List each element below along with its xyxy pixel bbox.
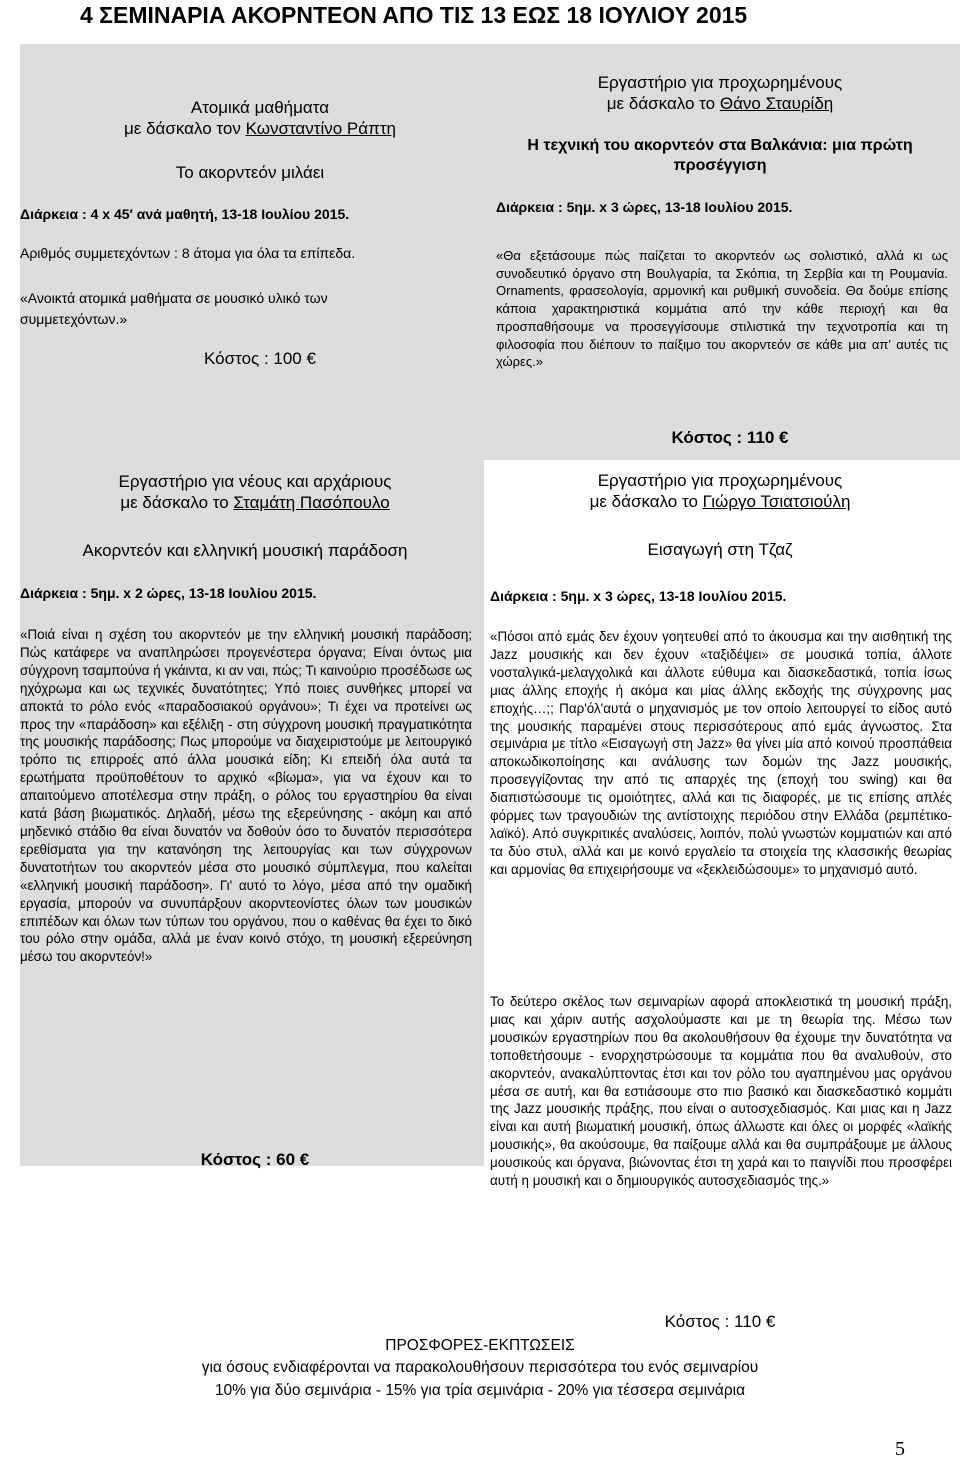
seminar4-cost: Κόστος : 110 € [664,1312,776,1331]
seminar3-description: «Ποιά είναι η σχέση του ακορντεόν με την ελληνική μουσική παράδοση; Πώς κατάφερε να αναπληρώσει προγενέστερα όργανα; Είναι όντως μια σύγχρονη τσαμπούνα ή γκάιντα, κι αν ναι, πώς; Τι καινούριο προσέδωσε ως ηχόχρωμα και ως τεχνικές δυνατότητες; Υπό ποιες συνθήκες μπορεί να αποκτά το ρόλο ενός «παραδοσιακού οργάνου»; Τι έχει να προτείνει ως προς την «παράδοση» και εξέλιξη - στη σύγχρονη μουσική πραγματικότητα της μουσικής παράδοσης; Πως μπορούμε να διαχειριστούμε με λειτουργικό τρόπο τις επιρροές από άλλα μουσικά είδη; Κι επειδή όλα αυτά τα ερωτήματα προϋποθέτουν το αρχικό «βίωμα», για να έχουν και το απαιτούμενο αποτέλεσμα στην πράξη, ο ρόλος του εργαστηρίου θα είναι κατά βάση βιωματικός. Δηλαδή, μέσω της εξερεύνησης - ακόμη και από μηδενικό στάδιο θα είναι δυνατόν να δοθούν όσο το δυνατόν περισσότερα ερεθίσματα για την κατανόηση της λειτουργίας και των σύγχρονων δυνατοτήτων του ακορντεόν μέσα στο μουσικό σύμπλεγμα, που καλείται «ελληνική μουσική παράδοση». Γι' αυτό το λόγο, μέσα από την ομαδική εργασία, μπορούν να συνυπάρξουν ακορντεονίστες όλων των μουσικών επιπέδων και όλων των τύπων του οργάνου, που ο καθένας θα έχει το δικό του ρόλο στην ομάδα, αλλά με έναν κοινό στόχο, τη μουσική εξερεύνηση μέσω του ακορντεόν!» [20,627,472,965]
seminar1-heading-line1: Ατομικά μαθήματα [190,98,330,117]
seminar3-heading-prefix: με δάσκαλο το [120,493,234,512]
seminar1-heading-prefix: με δάσκαλο τον [123,119,246,138]
seminar4-heading [500,470,940,512]
seminar2-cost: Κόστος : 110 € [671,428,789,447]
seminar3-duration [20,585,480,601]
page-title: 4 ΣΕΜΙΝΑΡΙΑ ΑΚΟΡΝΤΕΟΝ ΑΠΟ ΤΙΣ 13 ΕΩΣ 18 ΙΟΥΛΙΟΥ 2015 [80,2,748,28]
seminar1-description: «Ανοικτά ατομικά μαθήματα σε μουσικό υλικό των συμμετεχόντων.» [20,290,328,327]
seminar2-description: «Θα εξετάσουμε πώς παίζεται το ακορντεόν ως σολιστικό, αλλά κι ως συνοδευτικό όργανο στη Βουλγαρία, τα Σκόπια, τη Σερβία και τη Ρουμανία. Ornaments, φρασεολογία, αρμονική και ρυθμική συνοδεία. Θα δούμε επίσης κάποια χαρακτηριστικά κομμάτια από την κάθε περιοχή και θα προσπαθήσουμε να προσεγγίσουμε στιλιστικά την τεχνοτροπία και τη φιλοσοφία που διέπουν το παίξιμο του ακορντεόν σε κάθε μια απ’ αυτές τις χώρες.» [496,248,948,370]
seminar4-subtitle: Εισαγωγή στη Τζαζ [647,540,793,559]
seminar4-description-part2: Το δεύτερο σκέλος των σεμιναρίων αφορά αποκλειστικά τη μουσική πράξη, μιας και χάριν αυτής ασχολούμαστε και με τη θεωρία της. Μέσω των μουσικών εργαστηρίων που θα ακολουθήσουν θα έχουμε την δυνατότητα να τοποθετήσουμε - ενορχηστρώσουμε τα κομμάτια που θα αναλυθούν, στο ακορντεόν, ανακαλύπτοντας έτσι και τον ρόλο του αγαπημένου μας οργάνου μέσα σε αυτή, και θα εστιάσουμε στο πιο βασικό και διασκεδαστικό κομμάτι της Jazz μουσικής πράξης, που είναι ο αυτοσχεδιασμός. Και μιας και η Jazz είναι και αυτή βιωματική μουσική, όπως άλλωστε και όλες οι μορφές «λαϊκής μουσικής», θα ακούσουμε, θα παίξουμε αλλά και θα συμπράξουμε με άλλους μουσικούς και όργανα, βιώνοντας έτσι τη χαρά και το παιγνίδι που προσφέρει αυτή η μουσική και ο δημιουργικός αυτοσχεδιασμός της.» [490,994,952,1189]
offers-line1: για όσους ενδιαφέρονται να παρακολουθήσουν περισσότερα του ενός σεμιναρίου [201,1359,759,1376]
offers-line2: 10% για δύο σεμινάρια - 15% για τρία σεμινάρια - 20% για τέσσερα σεμινάρια [214,1382,746,1399]
page-number: 5 [895,1438,905,1460]
seminar3-cost: Κόστος : 60 € [200,1150,310,1169]
seminar1-duration: Διάρκεια : 4 x 45′ ανά μαθητή, 13-18 Ιουλίου 2015. [20,206,350,222]
seminar2-heading-line1: Εργαστήριο για προχωρημένους [597,73,843,92]
seminar3-teacher: Σταμάτη Πασόπουλο [233,493,390,512]
seminar2-duration [496,199,936,215]
seminar4-heading-line1: Εργαστήριο για προχωρημένους [597,471,843,490]
seminar2-heading-prefix: με δάσκαλο το [606,94,720,113]
seminar2-duration-text: Διάρκεια : 5ημ. x 3 ώρες, 13-18 Ιουλίου 2015. [496,199,793,215]
seminar1-cost: Κόστος : 100 € [204,349,316,368]
offers-heading: ΠΡΟΣΦΟΡΕΣ-ΕΚΠΤΩΣΕΙΣ [385,1337,575,1354]
seminar4-description: «Πόσοι από εμάς δεν έχουν γοητευθεί από το άκουσμα και την αισθητική της Jazz μουσικής και δεν έχουν «ταξιδέψει» σε μουσικά τοπία, άλλοτε νοσταλγικά-μελαγχολικά και άλλοτε εύθυμα και διασκεδαστικά, τοπία ίσως μιας άλλης εποχής ή ακόμα και μίας άλλης εκδοχής της σύγχρονης μας εποχής…;; Παρ'όλ'αυτά ο μηχανισμός με τον οποίο λειτουργεί το είδος αυτό της μουσικής παραμένει στους περισσότερους από εμάς άγνωστος. Στα σεμινάρια με τίτλο «Εισαγωγή στη Jazz» θα γίνει μία από κοινού προσπάθεια αποκωδικοποίησης και ανάλυσης των δομών της Jazz μουσικής, προσεγγίζοντας την από τις απαρχές της (εποχή του swing) και θα διαπιστώσουμε τις ομοιότητες, αλλά και τις διαφορές, με τις επίσης απλές φόρμες των τραγουδιών της αντίστοιχης περιόδου στην Ελλάδα (ρεμπέτικο-λαϊκό). Από συγκριτικές αναλύσεις, λοιπόν, πολύ γνωστών κομματιών και από τα δύο στυλ, αλλά και με κοινό εργαλείο τα στοιχεία της κλασσικής θεωρίας και αρμονίας θα επιχειρήσουμε να «ξεκλειδώσουμε» το μηχανισμό αυτό. [490,629,952,877]
seminar3-heading [40,471,470,513]
seminar4-heading-prefix: με δάσκαλο το [589,492,703,511]
seminar1-subtitle: Το ακορντεόν μιλάει [175,163,325,182]
seminar4-duration: Διάρκεια : 5ημ. x 3 ώρες, 13-18 Ιουλίου 2015. [490,588,787,604]
seminar2-subtitle: Η τεχνική του ακορντεόν στα Βαλκάνια: μια πρώτη προσέγγιση [527,137,913,174]
seminar3-heading-line1: Εργαστήριο για νέους και αρχάριους [118,472,392,491]
seminar3-duration-text: Διάρκεια : 5ημ. x 2 ώρες, 13-18 Ιουλίου 2015. [20,585,317,601]
seminar1-heading [60,97,460,139]
seminar1-participants: Αριθμός συμμετεχόντων : 8 άτομα για όλα τα επίπεδα. [20,245,356,261]
seminar1-teacher: Κωνσταντίνο Ράπτη [245,119,396,138]
seminar2-heading [500,72,940,114]
seminar2-teacher: Θάνο Σταυρίδη [719,94,834,113]
seminar4-teacher: Γιώργο Τσιατσιούλη [702,492,851,511]
seminar3-subtitle: Ακορντεόν και ελληνική μουσική παράδοση [82,541,408,560]
